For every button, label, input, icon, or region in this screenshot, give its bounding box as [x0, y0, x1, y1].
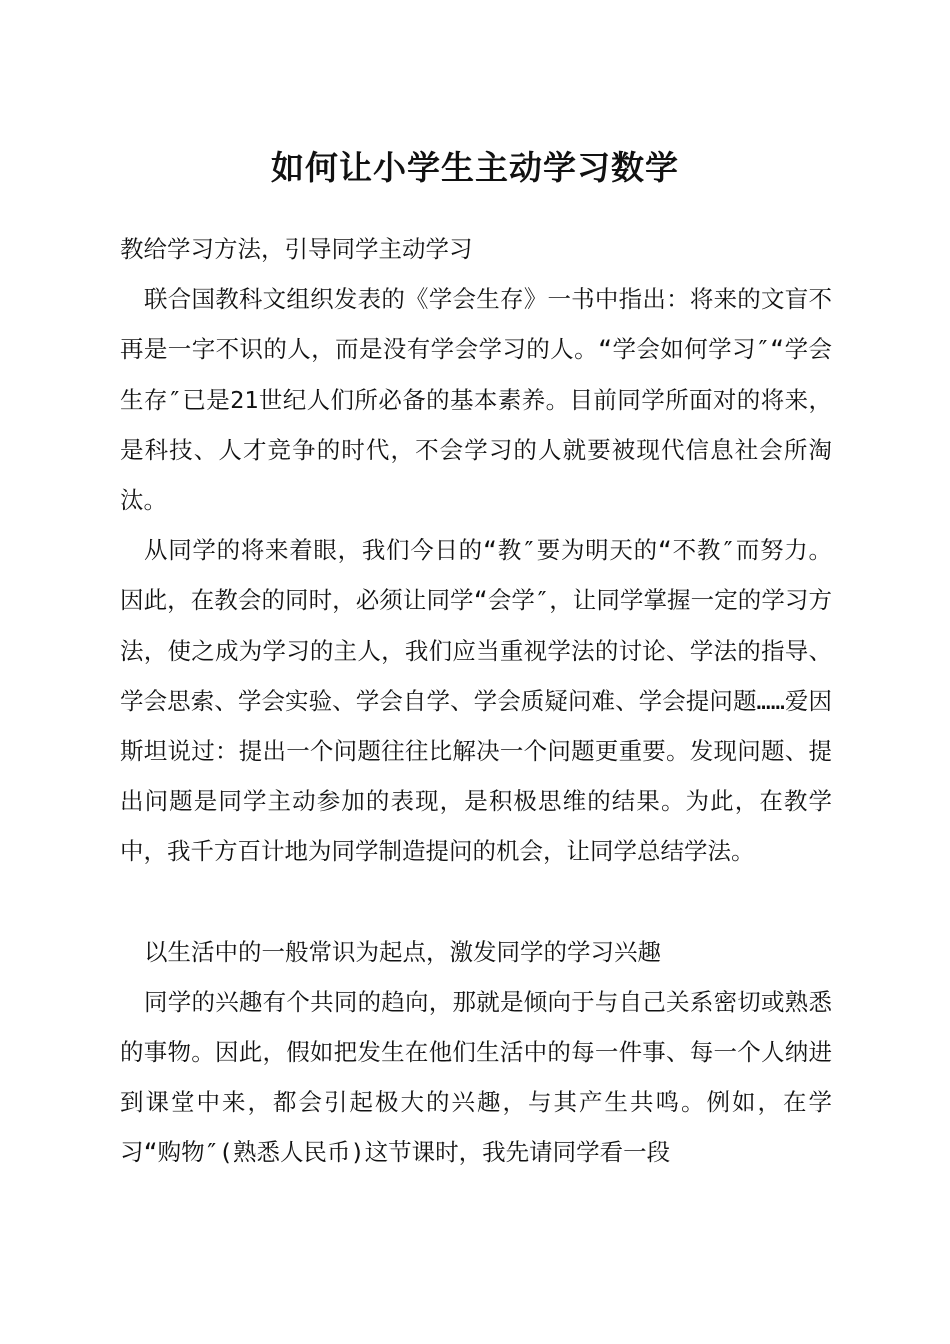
document-body [120, 224, 832, 1178]
document-title: 如何让小学生主动学习数学 [271, 148, 679, 187]
section-heading-2: 以生活中的一般常识为起点，激发同学的学习兴趣 [144, 937, 661, 966]
section-2-paragraph-1: 同学的兴趣有个共同的趋向，那就是倾向于与自己关系密切或熟悉的事物。因此，假如把发生在他们生活中的每一件事、每一个人纳进到课堂中来，都会引起极大的兴趣，与其产生共鸣。例如，在学习“购物″(熟悉人民币)这节课时，我先请同学看一段 [120, 987, 832, 1167]
section-heading-1: 教给学习方法，引导同学主动学习 [120, 235, 473, 263]
section-spacer [120, 877, 832, 927]
section-1-paragraph-2: 从同学的将来着眼，我们今日的“教″要为明天的“不教″而努力。因此，在教会的同时，必须让同学“会学″，让同学掌握一定的学习方法，使之成为学习的主人，我们应当重视学法的讨论、学法的指导、学会思索、学会实验、学会自学、学会质疑问难、学会提问题……爱因斯坦说过：提出一个问题往往比解决一个问题更重要。发现问题、提出问题是同学主动参加的表现，是积极思维的结果。为此，在教学中，我千方百计地为同学制造提问的机会，让同学总结学法。 [120, 536, 832, 866]
section-1-paragraph-1: 联合国教科文组织发表的《学会生存》一书中指出：将来的文盲不再是一字不识的人，而是没有学会学习的人。“学会如何学习″“学会生存″已是21世纪人们所必备的基本素养。目前同学所面对的将来，是科技、人才竞争的时代，不会学习的人就要被现代信息社会所淘汰。 [120, 285, 832, 515]
